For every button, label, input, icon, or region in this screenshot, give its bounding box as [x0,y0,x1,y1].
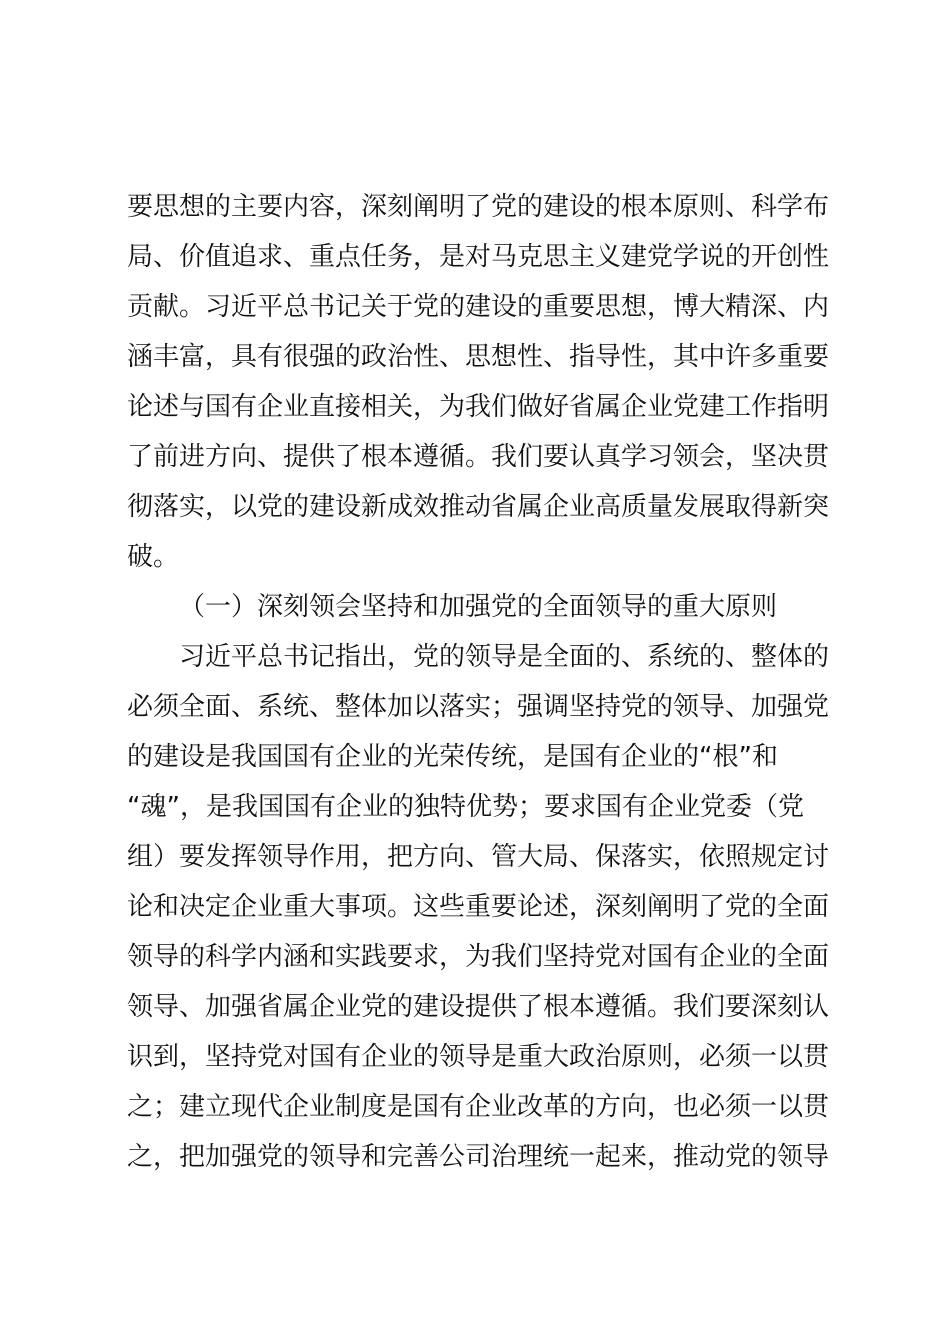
text-line: 识到，坚持党对国有企业的领导是重大政治原则，必须一以贯 [127,1042,830,1072]
text-line: 破。 [127,542,180,572]
text-line: 论和决定企业重大事项。这些重要论述，深刻阐明了党的全面 [127,892,830,922]
text-line: 的建设是我国国有企业的光荣传统，是国有企业的“根”和 [127,742,778,772]
document-body [127,182,837,1182]
text-line: 论述与国有企业直接相关，为我们做好省属企业党建工作指明 [127,392,830,422]
text-line: 要思想的主要内容，深刻阐明了党的建设的根本原则、科学布 [127,192,830,222]
text-line: 之，把加强党的领导和完善公司治理统一起来，推动党的领导 [127,1142,830,1172]
text-line: 了前进方向、提供了根本遵循。我们要认真学习领会，坚决贯 [127,442,830,472]
text-line: 局、价值追求、重点任务，是对马克思主义建党学说的开创性 [127,242,830,272]
text-line: 彻落实，以党的建设新成效推动省属企业高质量发展取得新突 [127,492,830,522]
section-heading: （一）深刻领会坚持和加强党的全面领导的重大原则 [179,592,778,622]
text-line: 领导、加强省属企业党的建设提供了根本遵循。我们要深刻认 [127,992,830,1022]
text-line: 之；建立现代企业制度是国有企业改革的方向，也必须一以贯 [127,1092,830,1122]
text-line: 领导的科学内涵和实践要求，为我们坚持党对国有企业的全面 [127,942,830,972]
text-line: 贡献。习近平总书记关于党的建设的重要思想，博大精深、内 [127,292,830,322]
text-line: 组）要发挥领导作用，把方向、管大局、保落实，依照规定讨 [127,842,830,872]
text-line: “魂”，是我国国有企业的独特优势；要求国有企业党委（党 [127,792,804,822]
text-line: 必须全面、系统、整体加以落实；强调坚持党的领导、加强党 [127,692,830,722]
paragraph-first-line: 习近平总书记指出，党的领导是全面的、系统的、整体的 [179,642,830,672]
text-line: 涵丰富，具有很强的政治性、思想性、指导性，其中许多重要 [127,342,830,372]
